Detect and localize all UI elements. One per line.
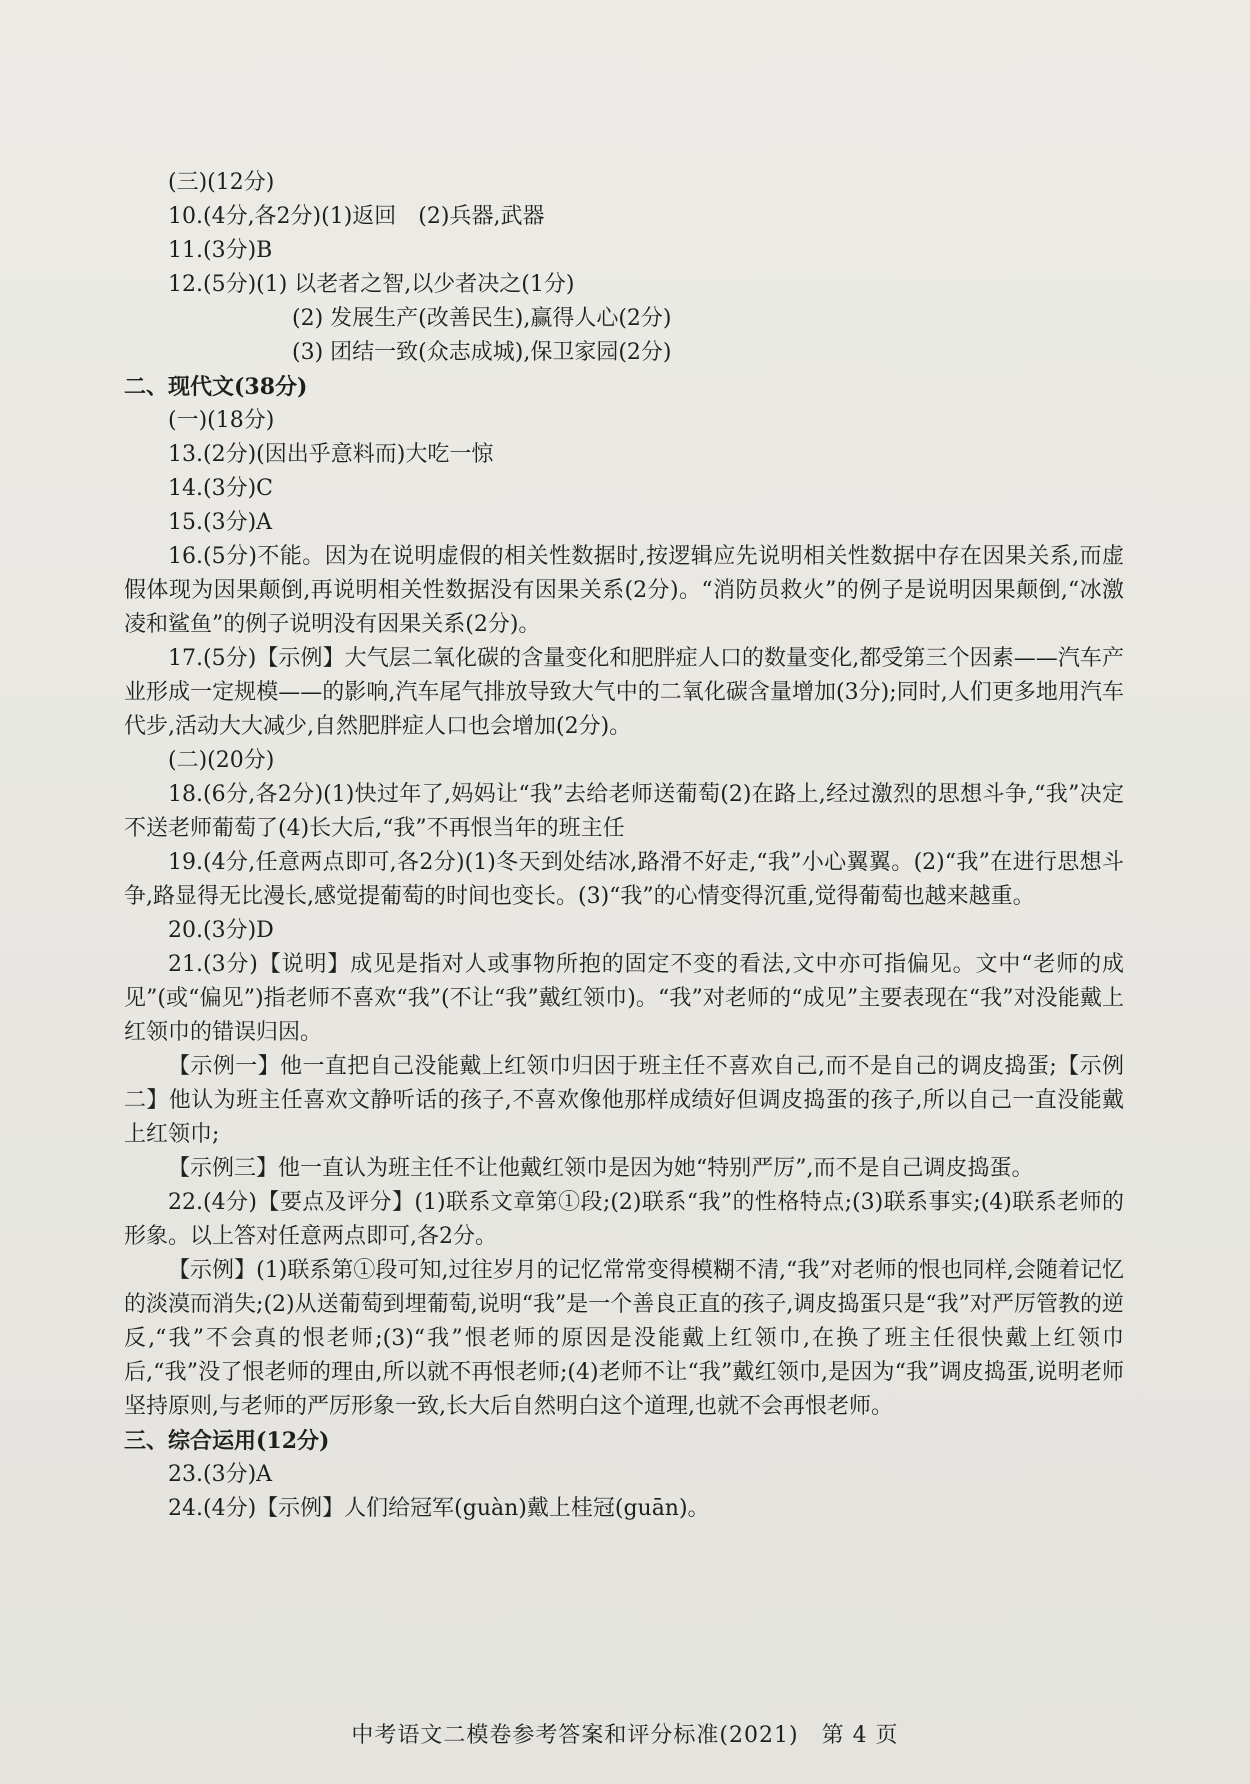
answer-q14: 14.(3分)C [168, 476, 273, 501]
page-footer: 中考语文二模卷参考答案和评分标准(2021) 第 4 页 [351, 1723, 899, 1748]
part2-heading: 二、现代文(38分) [124, 374, 308, 400]
answer-q12-1: 12.(5分)(1) 以老者之智,以少者决之(1分) [168, 272, 575, 297]
answer-q19: 19.(4分,任意两点即可,各2分)(1)冬天到处结冰,路滑不好走,“我”小心翼翼。(2)“我”在进行思想斗争,路显得无比漫长,感觉提葡萄的时间也变长。(3)“我”的心情变得沉重,觉得葡萄也越来越重。 [124, 850, 1124, 909]
answer-q17: 17.(5分)【示例】大气层二氧化碳的含量变化和肥胖症人口的数量变化,都受第三个因素——汽车产业形成一定规模——的影响,汽车尾气排放导致大气中的二氧化碳含量增加(3分);同时,人们更多地用汽车代步,活动大大减少,自然肥胖症人口也会增加(2分)。 [124, 646, 1124, 739]
answer-q23: 23.(3分)A [168, 1462, 273, 1487]
group2-heading: (二)(20分) [168, 748, 275, 773]
answer-content [124, 166, 1124, 1526]
answer-q21: 21.(3分)【说明】成见是指对人或事物所抱的固定不变的看法,文中亦可指偏见。文中“老师的成见”(或“偏见”)指老师不喜欢“我”(不让“我”戴红领巾)。“我”对老师的“成见”主要表现在“我”对没能戴上红领巾的错误归因。 [124, 952, 1124, 1045]
answer-q22: 22.(4分)【要点及评分】(1)联系文章第①段;(2)联系“我”的性格特点;(3)联系事实;(4)联系老师的形象。以上答对任意两点即可,各2分。 [124, 1190, 1124, 1249]
answer-q11: 11.(3分)B [168, 238, 273, 263]
answer-q13: 13.(2分)(因出乎意料而)大吃一惊 [168, 442, 494, 467]
answer-q21-examples-1-2: 【示例一】他一直把自己没能戴上红领巾归因于班主任不喜欢自己,而不是自己的调皮捣蛋;【示例二】他认为班主任喜欢文静听话的孩子,不喜欢像他那样成绩好但调皮捣蛋的孩子,所以自己一直没能戴上红领巾; [124, 1054, 1124, 1147]
answer-q12-3: (3) 团结一致(众志成城),保卫家园(2分) [292, 340, 672, 365]
answer-q16: 16.(5分)不能。因为在说明虚假的相关性数据时,按逻辑应先说明相关性数据中存在因果关系,而虚假体现为因果颠倒,再说明相关性数据没有因果关系(2分)。“消防员救火”的例子是说明因果颠倒,“冰激凌和鲨鱼”的例子说明没有因果关系(2分)。 [124, 544, 1124, 637]
answer-q20: 20.(3分)D [168, 918, 274, 943]
answer-q18: 18.(6分,各2分)(1)快过年了,妈妈让“我”去给老师送葡萄(2)在路上,经过激烈的思想斗争,“我”决定不送老师葡萄了(4)长大后,“我”不再恨当年的班主任 [124, 782, 1124, 841]
answer-q10: 10.(4分,各2分)(1)返回 (2)兵器,武器 [168, 204, 545, 229]
answer-q12-2: (2) 发展生产(改善民生),赢得人心(2分) [292, 306, 672, 331]
part3-heading: 三、综合运用(12分) [124, 1428, 330, 1454]
answer-q22-example: 【示例】(1)联系第①段可知,过往岁月的记忆常常变得模糊不清,“我”对老师的恨也同样,会随着记忆的淡漠而消失;(2)从送葡萄到埋葡萄,说明“我”是一个善良正直的孩子,调皮捣蛋只是“我”对严厉管教的逆反,“我”不会真的恨老师;(3)“我”恨老师的原因是没能戴上红领巾,在换了班主任很快戴上红领巾后,“我”没了恨老师的理由,所以就不再恨老师;(4)老师不让“我”戴红领巾,是因为“我”调皮捣蛋,说明老师坚持原则,与老师的严厉形象一致,长大后自然明白这个道理,也就不会再恨老师。 [124, 1258, 1124, 1419]
answer-q21-example-3: 【示例三】他一直认为班主任不让他戴红领巾是因为她“特别严厉”,而不是自己调皮捣蛋。 [168, 1156, 1034, 1181]
classical-group3-heading: (三)(12分) [168, 170, 275, 195]
group1-heading: (一)(18分) [168, 408, 275, 433]
answer-q24: 24.(4分)【示例】人们给冠军(guàn)戴上桂冠(guān)。 [168, 1496, 710, 1521]
answer-q15: 15.(3分)A [168, 510, 273, 535]
